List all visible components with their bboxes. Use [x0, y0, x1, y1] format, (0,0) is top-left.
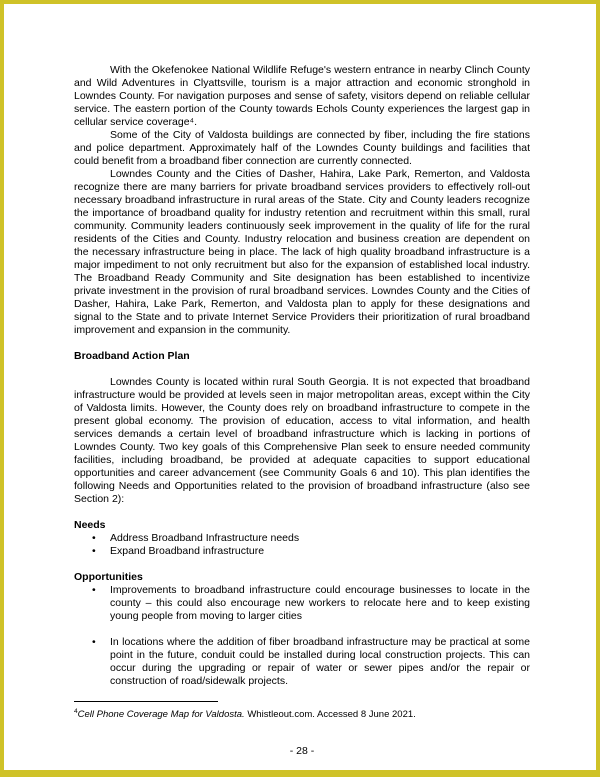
heading-broadband-action-plan: Broadband Action Plan [74, 350, 190, 362]
bullet-icon: • [92, 636, 96, 648]
footnote-source: Whistleout.com. Accessed 8 June 2021. [244, 709, 416, 720]
footnote-separator [74, 701, 218, 702]
opportunities-list [74, 584, 530, 688]
heading-opportunities: Opportunities [74, 571, 143, 583]
paragraph-tourism: With the Okefenokee National Wildlife Refuge's western entrance in nearby Clinch County and Wild Adventures in Clyattsville, tourism is a major attraction and economic stronghold in Lowndes County. For navigation purposes and sense of safety, visitors depend on reliable cellular service. The eastern portion of the County towards Echols County experiences the largest gap in cellular service coverage⁴. [74, 64, 530, 128]
document-body [74, 64, 530, 688]
paragraph-action-plan-intro: Lowndes County is located within rural South Georgia. It is not expected that broadband infrastructure would be provided at levels seen in major metropolitan areas, except within the City of Valdosta limits. However, the County does rely on broadband infrastructure to compete in the present global economy. The provision of education, access to vital information, and health services demands a certain level of broadband infrastructure which is lacking in portions of Lowndes County. Two key goals of this Comprehensive Plan seek to ensure needed community facilities, including broadband, be provided at adequate capacities to support educational opportunities and career advancement (see Community Goals 6 and 10). This plan identifies the following Needs and Opportunities related to the provision of broadband infrastructure (also see Section 2): [74, 376, 530, 505]
opportunities-list-item [74, 584, 530, 623]
needs-list-item [74, 532, 530, 545]
list-item-text: Expand Broadband infrastructure [110, 545, 265, 557]
heading-needs: Needs [74, 519, 106, 531]
footnote-title: Cell Phone Coverage Map for Valdosta. [77, 709, 245, 720]
footnote [74, 709, 530, 721]
paragraph-broadband-barriers: Lowndes County and the Cities of Dasher, Hahira, Lake Park, Remerton, and Valdosta recognize there are many barriers for private broadband services providers to effectively roll-out necessary broadband infrastructure in rural areas of the State. City and County leaders recognize the importance of broadband quality for industry retention and recruitment within this small, rural community. Community leaders continuously seek improvement in the quality of life for the rural residents of the Cities and County. Industry relocation and business creation are dependent on the necessary infrastructure being in place. The lack of high quality broadband infrastructure is a major impediment to not only recruitment but also for the expansion of established local industry. The Broadband Ready Community and Site designation has been established to incentivize private investment in the provision of rural broadband services. Lowndes County and the Cities of Dasher, Hahira, Lake Park, Remerton, and Valdosta plan to apply for these designations and signal to the State and to private Internet Service Providers their prioritization of rural broadband improvement and expansion in the community. [74, 168, 530, 336]
needs-list-item [74, 545, 530, 558]
paragraph-fiber-connections: Some of the City of Valdosta buildings are connected by fiber, including the fire stations and police department. Approximately half of the Lowndes County buildings and facilities that could benefit from a broadband fiber connection are currently connected. [74, 129, 530, 167]
bullet-icon: • [92, 584, 96, 596]
bullet-icon: • [92, 532, 96, 544]
list-item-text: Improvements to broadband infrastructure could encourage businesses to locate in the county – this could also encourage new workers to relocate here and to keep existing young people from moving to larger cities [110, 584, 530, 622]
opportunities-list-item [74, 636, 530, 688]
list-item-text: In locations where the addition of fiber broadband infrastructure may be practical at some point in the future, conduit could be installed during local construction projects. This can occur during the upgrading or repair of water or sewer pipes and/or the repair or construction of road/sidewalk projects. [110, 636, 530, 687]
bullet-icon: • [92, 545, 96, 557]
footnote-marker: 4 [74, 707, 78, 715]
needs-list [74, 532, 530, 558]
list-item-text: Address Broadband Infrastructure needs [110, 532, 300, 544]
page-number: - 28 - [289, 745, 315, 757]
footnote-area [74, 701, 530, 721]
